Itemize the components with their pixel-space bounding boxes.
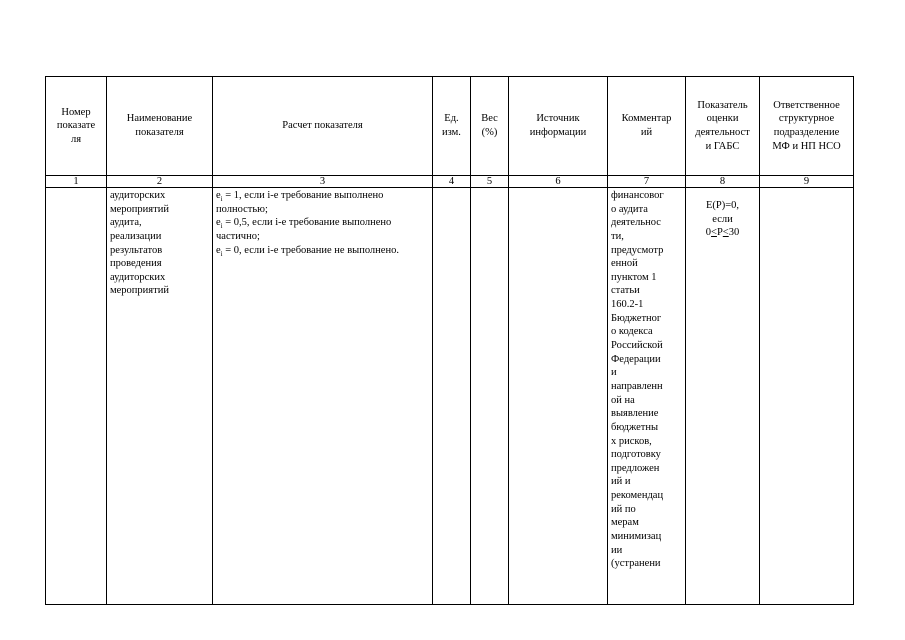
indicator-table (45, 76, 854, 605)
column-number: 2 (107, 176, 213, 188)
comment-line: и (611, 367, 617, 379)
comment-line: о кодекса (611, 326, 653, 338)
cell-unit (433, 188, 471, 605)
cell-calculation (213, 188, 433, 605)
comment-line: (устранени (611, 558, 661, 570)
table-row (46, 188, 854, 605)
comment-line: предложен (611, 462, 660, 474)
comment-line: Бюджетног (611, 312, 662, 324)
header-calculation: Расчет показателя (213, 77, 433, 176)
column-number: 6 (509, 176, 608, 188)
name-line: мероприятий (110, 203, 169, 215)
header-source: Источник информации (509, 77, 608, 176)
comment-line: ой на (611, 394, 635, 406)
column-number: 9 (760, 176, 854, 188)
comment-line: енной (611, 258, 638, 270)
name-line: аудита, (110, 217, 142, 229)
comment-line: ти, (611, 230, 624, 242)
comment-line: подготовку (611, 449, 661, 461)
comment-line: выявление (611, 408, 659, 420)
column-number: 7 (608, 176, 686, 188)
name-line: аудиторских (110, 190, 166, 201)
header-responsible: Ответственное структурное подразделение МФ и НП НСО (760, 77, 854, 176)
cell-responsible (760, 188, 854, 605)
comment-line: ии (611, 544, 623, 556)
name-line: мероприятий (110, 285, 169, 297)
comment-line: пунктом 1 (611, 271, 657, 283)
cell-comment (608, 188, 686, 605)
comment-line: о аудита (611, 203, 648, 215)
cell-name (107, 188, 213, 605)
comment-line: Российской (611, 340, 663, 352)
column-number-row (46, 176, 854, 188)
comment-line: 160.2-1 (611, 299, 644, 311)
cell-score (686, 188, 760, 605)
header-number: Номер показате ля (46, 77, 107, 176)
name-line: результатов (110, 244, 163, 256)
header-name: Наименование показателя (107, 77, 213, 176)
column-number: 5 (471, 176, 509, 188)
header-row (46, 77, 854, 176)
comment-line: финансовог (611, 190, 664, 201)
cell-source (509, 188, 608, 605)
header-weight: Вес (%) (471, 77, 509, 176)
header-unit: Ед. изм. (433, 77, 471, 176)
column-number: 3 (213, 176, 433, 188)
comment-line: минимизац (611, 531, 662, 543)
comment-line: предусмотр (611, 244, 664, 256)
column-number: 1 (46, 176, 107, 188)
score-line: если (712, 213, 733, 225)
comment-line: ий по (611, 503, 636, 515)
comment-line: бюджетны (611, 421, 659, 433)
calc-rule: $e_i = 1$, если i-е требование выполнено полностью; (216, 190, 384, 215)
comment-line: Федерации (611, 353, 661, 365)
name-line: реализации (110, 230, 162, 242)
column-number: 4 (433, 176, 471, 188)
comment-line: деятельнос (611, 217, 661, 229)
comment-line: х рисков, (611, 435, 652, 447)
comment-line: мерам (611, 517, 639, 529)
name-line: проведения (110, 258, 162, 270)
cell-weight (471, 188, 509, 605)
header-score: Показатель оценки деятельност и ГАБС (686, 77, 760, 176)
calc-rule: $e_i = 0,5$, если i-е требование выполнено частично; (216, 217, 392, 242)
score-range: 0<P<30 (705, 227, 740, 239)
calc-rule: $e_i = 0$, если i-е требование не выполнено. (216, 244, 399, 258)
comment-line: статьи (611, 285, 640, 297)
column-number: 8 (686, 176, 760, 188)
comment-line: направленн (611, 380, 663, 392)
header-comment: Комментар ий (608, 77, 686, 176)
score-line: E(P)=0, (705, 200, 740, 211)
comment-line: ий и (611, 476, 631, 488)
comment-line: рекомендац (611, 490, 664, 502)
name-line: аудиторских (110, 271, 166, 283)
cell-number (46, 188, 107, 605)
